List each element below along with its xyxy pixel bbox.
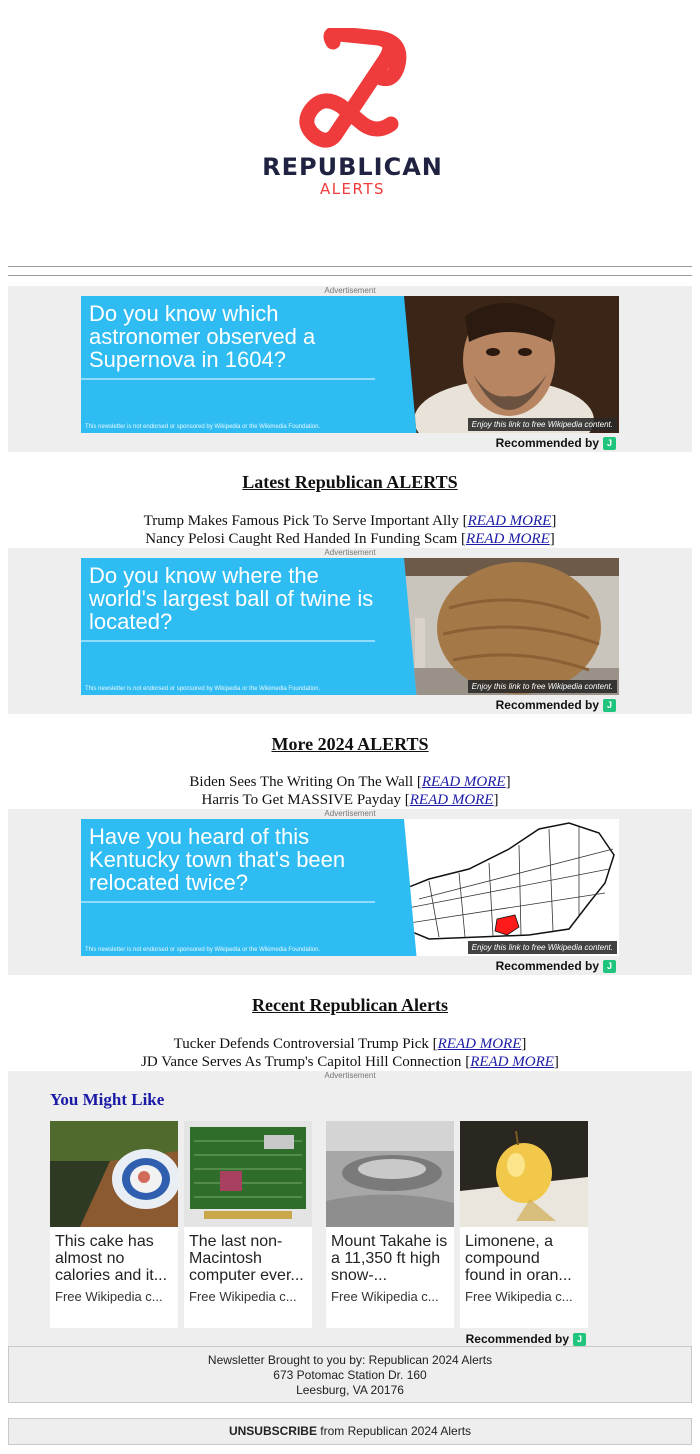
unsubscribe-text: from Republican 2024 Alerts: [316, 1424, 472, 1438]
recommended-by-label: Recommended by: [495, 698, 599, 712]
ad-disclaimer: This newsletter is not endorsed or sponsored by Wikipedia or the Wikimedia Foundation.: [85, 686, 321, 692]
ad-block-twine: [8, 548, 692, 714]
ad-rule: [81, 901, 375, 903]
recommendation-card[interactable]: [184, 1121, 312, 1328]
ad-enjoy-caption: Enjoy this link to free Wikipedia content.: [468, 680, 617, 693]
you-might-like-title: You Might Like: [50, 1090, 165, 1109]
story-item: Tucker Defends Controversial Trump Pick [READ MORE]: [173, 1036, 527, 1052]
unsubscribe-link[interactable]: [8, 1418, 692, 1445]
read-more-link[interactable]: READ MORE: [421, 774, 506, 790]
card-title: Limonene, a compound found in oran...: [465, 1233, 572, 1284]
footer-address-line: 673 Potomac Station Dr. 160: [273, 1368, 427, 1382]
recommended-by[interactable]: [496, 698, 616, 712]
ad-label: Advertisement: [324, 1071, 376, 1080]
story-title: Biden Sees The Writing On The Wall: [189, 774, 414, 790]
story-title: Tucker Defends Controversial Trump Pick: [173, 1036, 429, 1052]
card-title: Mount Takahe is a 11,350 ft high snow-...: [331, 1233, 448, 1284]
recommended-by-label: Recommended by: [495, 436, 599, 450]
ad-label: Advertisement: [324, 548, 376, 557]
card-source: Free Wikipedia c...: [189, 1289, 297, 1304]
circuit-board-image: [184, 1121, 312, 1227]
you-might-like-block: [8, 1071, 692, 1347]
astronomer-portrait-image: [369, 296, 619, 433]
read-more-link[interactable]: READ MORE: [409, 792, 494, 808]
read-more-link[interactable]: READ MORE: [470, 1054, 554, 1070]
jeeng-logo-icon: J: [603, 699, 616, 712]
story-item: Trump Makes Famous Pick To Serve Important Ally [READ MORE]: [143, 513, 557, 529]
read-more-link[interactable]: READ MORE: [467, 513, 552, 529]
recommended-by-label: Recommended by: [495, 959, 599, 973]
logo-mark-icon: [293, 28, 413, 152]
section-heading-latest: Latest Republican ALERTS: [242, 472, 458, 492]
recommended-by[interactable]: [496, 959, 616, 973]
card-title: This cake has almost no calories and it...: [55, 1233, 168, 1284]
card-source: Free Wikipedia c...: [331, 1289, 439, 1304]
newsletter-footer: [8, 1346, 692, 1403]
jeeng-logo-icon: J: [603, 960, 616, 973]
ad-rule: [81, 640, 375, 642]
ad-banner-twine[interactable]: [81, 558, 619, 695]
ad-block-astronomer: [8, 286, 692, 452]
story-title: Nancy Pelosi Caught Red Handed In Funding Scam: [145, 531, 458, 547]
ad-label: Advertisement: [324, 286, 376, 295]
ad-rule: [81, 378, 375, 380]
twine-ball-image: [369, 558, 619, 695]
recommended-by-label: Recommended by: [465, 1332, 569, 1346]
ad-enjoy-caption: Enjoy this link to free Wikipedia content.: [468, 418, 617, 431]
limonene-lemon-image: [460, 1121, 588, 1227]
ad-disclaimer: This newsletter is not endorsed or sponsored by Wikipedia or the Wikimedia Foundation.: [85, 424, 321, 430]
recommendation-card[interactable]: [460, 1121, 588, 1328]
footer-sponsor-line: Newsletter Brought to you by: Republican 2024 Alerts: [207, 1353, 493, 1367]
logo-subtitle: ALERTS: [319, 180, 386, 198]
republican-alerts-logo: [250, 28, 455, 208]
recommended-by[interactable]: [496, 436, 616, 450]
read-more-link[interactable]: READ MORE: [466, 531, 550, 547]
recommendation-card[interactable]: [50, 1121, 178, 1328]
story-title: JD Vance Serves As Trump's Capitol Hill Connection: [141, 1054, 462, 1070]
story-item: Nancy Pelosi Caught Red Handed In Funding Scam [READ MORE]: [145, 531, 555, 547]
section-heading-2024: More 2024 ALERTS: [271, 734, 429, 754]
card-source: Free Wikipedia c...: [55, 1289, 163, 1304]
ad-disclaimer: This newsletter is not endorsed or sponsored by Wikipedia or the Wikimedia Foundation.: [85, 947, 321, 953]
recommendation-card[interactable]: [326, 1121, 454, 1328]
jeeng-logo-icon: J: [603, 437, 616, 450]
cake-image: [50, 1121, 178, 1227]
ad-question: Do you know where the world's largest ball of twine is located?: [89, 563, 374, 634]
divider-bottom: [8, 275, 692, 276]
story-title: Trump Makes Famous Pick To Serve Important Ally: [143, 513, 459, 529]
divider-top: [8, 266, 692, 267]
recommended-by[interactable]: [466, 1332, 586, 1346]
card-title: The last non-Macintosh computer ever...: [189, 1233, 304, 1284]
ad-question: Do you know which astronomer observed a Supernova in 1604?: [89, 301, 316, 372]
story-item: JD Vance Serves As Trump's Capitol Hill Connection [READ MORE]: [141, 1054, 559, 1070]
card-source: Free Wikipedia c...: [465, 1289, 573, 1304]
ad-block-kentucky: [8, 809, 692, 975]
kentucky-map-image: [369, 819, 619, 956]
story-title: Harris To Get MASSIVE Payday: [201, 792, 401, 808]
story-item: Harris To Get MASSIVE Payday [READ MORE]: [201, 792, 499, 808]
unsubscribe-label: UNSUBSCRIBE: [228, 1424, 317, 1438]
footer-city-line: Leesburg, VA 20176: [296, 1383, 404, 1397]
mount-takahe-image: [326, 1121, 454, 1227]
ad-enjoy-caption: Enjoy this link to free Wikipedia content.: [468, 941, 617, 954]
section-heading-recent: Recent Republican Alerts: [252, 995, 448, 1015]
story-item: Biden Sees The Writing On The Wall [READ MORE]: [189, 774, 511, 790]
logo-wordmark: REPUBLICAN: [262, 153, 443, 181]
jeeng-logo-icon: J: [573, 1333, 586, 1346]
ad-banner-astronomer[interactable]: [81, 296, 619, 433]
read-more-link[interactable]: READ MORE: [437, 1036, 522, 1052]
ad-label: Advertisement: [324, 809, 376, 818]
ad-question: Have you heard of this Kentucky town that's been relocated twice?: [89, 824, 346, 895]
ad-banner-kentucky[interactable]: [81, 819, 619, 956]
